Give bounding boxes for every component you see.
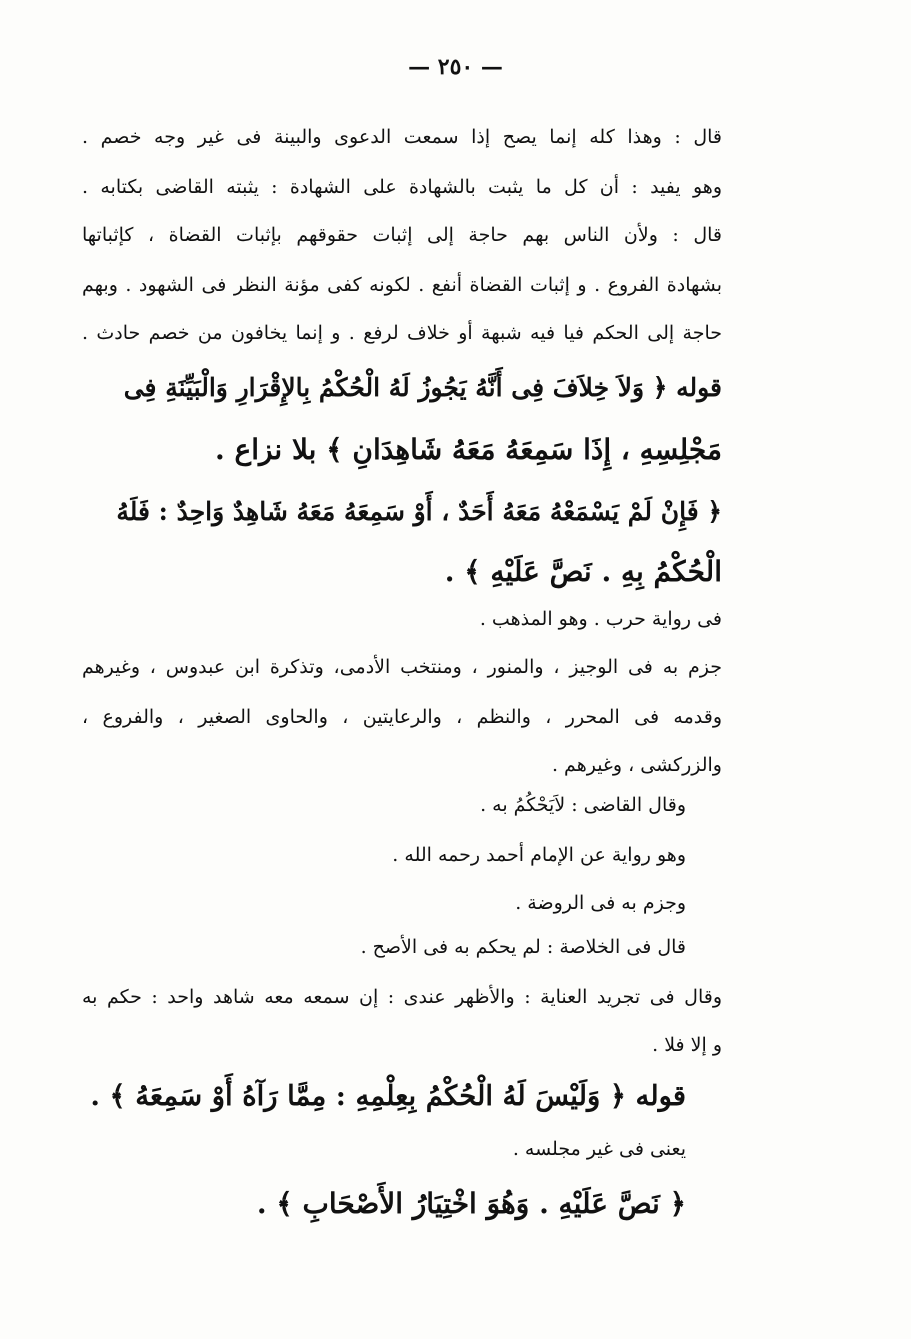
text-line: فى رواية حرب . وهو المذهب . [479, 608, 722, 630]
verse-line: مَجْلِسِهِ ، إِذَا سَمِعَهُ مَعَهُ شَاهِدَانِ ﴾ بلا نزاع . [215, 433, 722, 466]
text-line: يعنى فى غير مجلسه . [512, 1138, 686, 1160]
text-line: وقال فى تجريد العناية : والأظهر عندى : إن سمعه معه شاهد واحد : حكم به [82, 986, 722, 1008]
verse-line: قوله ﴿ وَلاَ خِلاَفَ فِى أَنَّهُ يَجُوزُ لَهُ الْحُكْمُ بِالإِقْرَارِ وَالْبَيِّنَةِ فِى [123, 373, 722, 402]
text-line: والزركشى ، وغيرهم . [551, 754, 722, 776]
verse-line: قوله ﴿ وَلَيْسَ لَهُ الْحُكْمُ بِعِلْمِهِ : مِمَّا رَآهُ أَوْ سَمِعَهُ ﴾ . [90, 1080, 686, 1112]
text-line: حاجة إلى الحكم فيا فيه شبهة أو خلاف لرفع . و إنما يخافون من خصم حادث . [82, 322, 722, 344]
text-line: وقدمه فى المحرر ، والنظم ، والرعايتين ، والحاوى الصغير ، والفروع ، [82, 706, 722, 728]
text-line: و إلا فلا . [652, 1034, 722, 1056]
text-line: وقال القاضى : لاَيَحْكُمُ به . [480, 794, 686, 816]
verse-line: ﴿ نَصَّ عَلَيْهِ . وَهُوَ اخْتِيَارُ الأَصْحَابِ ﴾ . [256, 1187, 686, 1220]
text-line: قال : وهذا كله إنما يصح إذا سمعت الدعوى والبينة فى غير وجه خصم . [82, 126, 722, 148]
text-line: قال : ولأن الناس بهم حاجة إلى إثبات حقوقهم بإثبات القضاة ، كإثباتها [82, 224, 722, 246]
text-line: وجزم به فى الروضة . [515, 892, 686, 914]
text-line: وهو يفيد : أن كل ما يثبت بالشهادة على الشهادة : يثبته القاضى بكتابه . [82, 176, 722, 198]
page-number: — ٢٥٠ — [408, 54, 503, 80]
text-line: جزم به فى الوجيز ، والمنور ، ومنتخب الأدمى، وتذكرة ابن عبدوس ، وغيرهم [82, 656, 722, 678]
text-line: وهو رواية عن الإمام أحمد رحمه الله . [392, 844, 686, 866]
text-line: بشهادة الفروع . و إثبات القضاة أنفع . لكونه كفى مؤنة النظر فى الشهود . وبهم [82, 274, 722, 296]
text-line: قال فى الخلاصة : لم يحكم به فى الأصح . [360, 936, 686, 958]
verse-line: الْحُكْمُ بِهِ . نَصَّ عَلَيْهِ ﴾ . [444, 555, 722, 588]
verse-line: ﴿ فَإِنْ لَمْ يَسْمَعْهُ مَعَهُ أَحَدٌ ، أَوْ سَمِعَهُ مَعَهُ شَاهِدٌ وَاحِدٌ : فَلَهُ [116, 497, 722, 526]
